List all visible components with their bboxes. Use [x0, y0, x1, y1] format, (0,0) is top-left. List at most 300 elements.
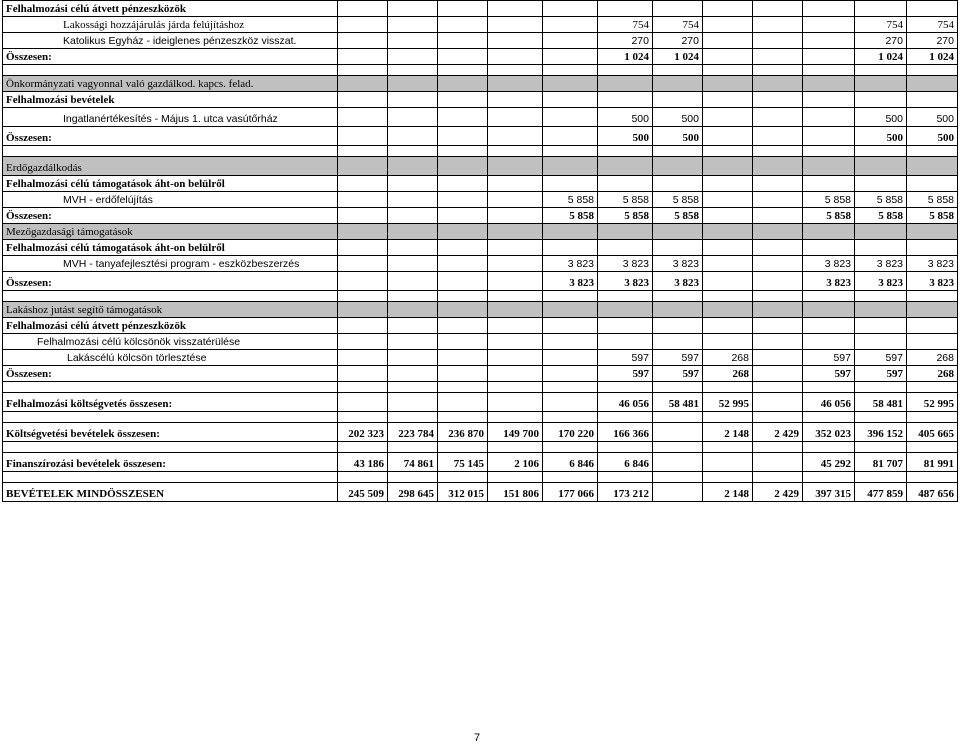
table-row [3, 76, 958, 92]
value-cell [338, 208, 388, 224]
value-cell [543, 127, 598, 146]
value-cell: 43 186 [338, 453, 388, 472]
value-cell [488, 256, 543, 272]
value-cell: 500 [653, 108, 703, 127]
value-cell [753, 272, 803, 291]
row-label: Összesen: [3, 272, 338, 291]
value-cell: 2 429 [753, 423, 803, 442]
value-cell [488, 442, 543, 453]
value-cell [338, 382, 388, 393]
table-row [3, 393, 958, 412]
value-cell: 2 106 [488, 453, 543, 472]
value-cell [388, 49, 438, 65]
value-cell [388, 291, 438, 302]
row-label: Erdőgazdálkodás [3, 157, 338, 176]
value-cell [803, 442, 855, 453]
value-cell: 397 315 [803, 483, 855, 502]
value-cell: 500 [907, 108, 958, 127]
table-row [3, 256, 958, 272]
value-cell: 597 [598, 366, 653, 382]
table-row [3, 453, 958, 472]
value-cell [543, 366, 598, 382]
value-cell: 52 995 [703, 393, 753, 412]
value-cell: 5 858 [543, 208, 598, 224]
value-cell [753, 176, 803, 192]
value-cell [338, 350, 388, 366]
value-cell [753, 33, 803, 49]
table-row [3, 224, 958, 240]
value-cell [907, 442, 958, 453]
value-cell [703, 334, 753, 350]
value-cell [653, 412, 703, 423]
value-cell [388, 33, 438, 49]
value-cell [855, 157, 907, 176]
value-cell [855, 291, 907, 302]
value-cell [753, 318, 803, 334]
value-cell [438, 393, 488, 412]
row-label: Költségvetési bevételek összesen: [3, 423, 338, 442]
value-cell [543, 176, 598, 192]
value-cell [653, 76, 703, 92]
row-label: Összesen: [3, 366, 338, 382]
value-cell [438, 442, 488, 453]
value-cell [907, 65, 958, 76]
value-cell [388, 272, 438, 291]
value-cell [803, 17, 855, 33]
value-cell: 500 [855, 127, 907, 146]
value-cell [753, 49, 803, 65]
value-cell [388, 412, 438, 423]
value-cell [803, 108, 855, 127]
value-cell: 597 [855, 366, 907, 382]
value-cell [753, 17, 803, 33]
value-cell [753, 382, 803, 393]
value-cell [338, 272, 388, 291]
value-cell [438, 65, 488, 76]
value-cell [703, 33, 753, 49]
value-cell [703, 92, 753, 108]
value-cell [598, 1, 653, 17]
value-cell [653, 65, 703, 76]
value-cell: 166 366 [598, 423, 653, 442]
value-cell: 268 [703, 350, 753, 366]
value-cell [653, 157, 703, 176]
value-cell [438, 157, 488, 176]
value-cell [438, 76, 488, 92]
value-cell [855, 92, 907, 108]
value-cell [703, 412, 753, 423]
value-cell [855, 334, 907, 350]
value-cell: 5 858 [598, 192, 653, 208]
value-cell [543, 240, 598, 256]
value-cell [907, 472, 958, 483]
value-cell [438, 256, 488, 272]
value-cell [653, 483, 703, 502]
value-cell: 3 823 [598, 272, 653, 291]
table-row [3, 127, 958, 146]
value-cell [388, 108, 438, 127]
value-cell: 45 292 [803, 453, 855, 472]
value-cell: 2 148 [703, 483, 753, 502]
value-cell [598, 65, 653, 76]
value-cell: 6 846 [543, 453, 598, 472]
value-cell [703, 17, 753, 33]
table-row [3, 208, 958, 224]
value-cell: 1 024 [855, 49, 907, 65]
value-cell: 270 [598, 33, 653, 49]
value-cell [438, 240, 488, 256]
value-cell [438, 350, 488, 366]
row-label: Felhalmozási bevételek [3, 92, 338, 108]
value-cell: 5 858 [907, 192, 958, 208]
value-cell [388, 146, 438, 157]
row-label: Összesen: [3, 49, 338, 65]
value-cell [438, 108, 488, 127]
value-cell [598, 442, 653, 453]
value-cell [488, 17, 543, 33]
value-cell [855, 412, 907, 423]
value-cell [855, 442, 907, 453]
value-cell: 74 861 [388, 453, 438, 472]
table-row [3, 17, 958, 33]
value-cell [543, 65, 598, 76]
value-cell [388, 127, 438, 146]
value-cell [543, 76, 598, 92]
value-cell [438, 334, 488, 350]
value-cell [653, 423, 703, 442]
value-cell: 3 823 [803, 272, 855, 291]
value-cell [438, 33, 488, 49]
value-cell [388, 382, 438, 393]
value-cell [543, 33, 598, 49]
value-cell [438, 272, 488, 291]
value-cell [543, 442, 598, 453]
value-cell [803, 33, 855, 49]
value-cell [753, 76, 803, 92]
table-row [3, 157, 958, 176]
value-cell: 268 [907, 350, 958, 366]
value-cell [907, 1, 958, 17]
value-cell [803, 240, 855, 256]
value-cell: 754 [907, 17, 958, 33]
value-cell [543, 472, 598, 483]
value-cell [598, 334, 653, 350]
value-cell [703, 382, 753, 393]
row-label [3, 412, 338, 423]
value-cell [907, 146, 958, 157]
value-cell [753, 192, 803, 208]
row-label [3, 382, 338, 393]
value-cell [907, 92, 958, 108]
value-cell [703, 472, 753, 483]
value-cell [388, 65, 438, 76]
value-cell [703, 192, 753, 208]
value-cell: 81 707 [855, 453, 907, 472]
value-cell [753, 453, 803, 472]
value-cell [488, 382, 543, 393]
value-cell [753, 127, 803, 146]
value-cell [753, 472, 803, 483]
row-label: Önkormányzati vagyonnal való gazdálkod. kapcs. felad. [3, 76, 338, 92]
value-cell [488, 272, 543, 291]
table-row [3, 33, 958, 49]
value-cell [703, 240, 753, 256]
value-cell [388, 224, 438, 240]
value-cell [438, 146, 488, 157]
value-cell [703, 208, 753, 224]
value-cell: 500 [598, 127, 653, 146]
value-cell [338, 49, 388, 65]
value-cell [438, 92, 488, 108]
value-cell [598, 76, 653, 92]
value-cell: 5 858 [653, 192, 703, 208]
value-cell [338, 412, 388, 423]
value-cell [907, 176, 958, 192]
value-cell [703, 318, 753, 334]
value-cell [488, 291, 543, 302]
value-cell [653, 291, 703, 302]
row-label: Felhalmozási célú átvett pénzeszközök [3, 1, 338, 17]
value-cell [388, 334, 438, 350]
value-cell [855, 318, 907, 334]
value-cell: 5 858 [803, 208, 855, 224]
table-body [3, 1, 958, 502]
table-row [3, 302, 958, 318]
value-cell [488, 146, 543, 157]
value-cell: 46 056 [803, 393, 855, 412]
table-row [3, 146, 958, 157]
value-cell: 597 [855, 350, 907, 366]
row-label [3, 65, 338, 76]
value-cell [703, 176, 753, 192]
value-cell [653, 1, 703, 17]
value-cell [488, 334, 543, 350]
value-cell [907, 412, 958, 423]
value-cell [803, 157, 855, 176]
value-cell [543, 157, 598, 176]
row-label [3, 146, 338, 157]
value-cell: 1 024 [653, 49, 703, 65]
table-row [3, 483, 958, 502]
value-cell [388, 318, 438, 334]
table-row [3, 176, 958, 192]
value-cell [703, 65, 753, 76]
value-cell [703, 302, 753, 318]
value-cell [855, 382, 907, 393]
value-cell [753, 108, 803, 127]
row-label [3, 472, 338, 483]
value-cell [907, 76, 958, 92]
value-cell [703, 49, 753, 65]
value-cell [803, 412, 855, 423]
value-cell [803, 146, 855, 157]
value-cell [388, 157, 438, 176]
value-cell [488, 412, 543, 423]
value-cell [855, 472, 907, 483]
value-cell [543, 224, 598, 240]
value-cell [703, 453, 753, 472]
value-cell: 149 700 [488, 423, 543, 442]
row-label: Felhalmozási célú támogatások áht-on belülről [3, 176, 338, 192]
value-cell [803, 49, 855, 65]
value-cell: 270 [653, 33, 703, 49]
value-cell: 352 023 [803, 423, 855, 442]
value-cell [907, 334, 958, 350]
value-cell: 2 429 [753, 483, 803, 502]
page-number: 7 [474, 732, 481, 744]
value-cell [598, 302, 653, 318]
value-cell [753, 1, 803, 17]
value-cell [338, 291, 388, 302]
value-cell [907, 302, 958, 318]
row-label: Finanszírozási bevételek összesen: [3, 453, 338, 472]
row-label: Lakáshoz jutást segítő támogatások [3, 302, 338, 318]
value-cell [703, 224, 753, 240]
value-cell [753, 224, 803, 240]
value-cell: 2 148 [703, 423, 753, 442]
value-cell [855, 76, 907, 92]
value-cell [438, 176, 488, 192]
row-label: Mezőgazdasági támogatások [3, 224, 338, 240]
value-cell [338, 224, 388, 240]
table-row [3, 291, 958, 302]
row-label: Lakáscélú kölcsön törlesztése [3, 350, 338, 366]
value-cell [488, 1, 543, 17]
value-cell [598, 146, 653, 157]
value-cell [753, 240, 803, 256]
value-cell [753, 302, 803, 318]
value-cell [388, 442, 438, 453]
value-cell: 151 806 [488, 483, 543, 502]
value-cell [543, 17, 598, 33]
value-cell: 81 991 [907, 453, 958, 472]
value-cell [543, 302, 598, 318]
value-cell [338, 157, 388, 176]
table-row [3, 272, 958, 291]
value-cell [703, 291, 753, 302]
value-cell [598, 472, 653, 483]
value-cell [338, 146, 388, 157]
value-cell: 487 656 [907, 483, 958, 502]
value-cell [488, 76, 543, 92]
value-cell [653, 453, 703, 472]
value-cell: 46 056 [598, 393, 653, 412]
value-cell: 3 823 [653, 272, 703, 291]
value-cell [388, 472, 438, 483]
value-cell [488, 350, 543, 366]
value-cell: 597 [653, 350, 703, 366]
value-cell [653, 224, 703, 240]
value-cell [753, 393, 803, 412]
value-cell: 3 823 [907, 272, 958, 291]
value-cell: 597 [803, 350, 855, 366]
value-cell [338, 33, 388, 49]
value-cell [338, 17, 388, 33]
value-cell [803, 65, 855, 76]
value-cell [543, 108, 598, 127]
value-cell [855, 176, 907, 192]
value-cell [388, 302, 438, 318]
row-label: Felhalmozási költségvetés összesen: [3, 393, 338, 412]
value-cell [653, 92, 703, 108]
value-cell [388, 92, 438, 108]
row-label: BEVÉTELEK MINDÖSSZESEN [3, 483, 338, 502]
value-cell [488, 92, 543, 108]
value-cell: 477 859 [855, 483, 907, 502]
value-cell [653, 240, 703, 256]
value-cell: 58 481 [855, 393, 907, 412]
value-cell [703, 76, 753, 92]
value-cell [338, 302, 388, 318]
value-cell [703, 272, 753, 291]
row-label: Összesen: [3, 127, 338, 146]
table-row [3, 412, 958, 423]
value-cell: 5 858 [653, 208, 703, 224]
value-cell [653, 146, 703, 157]
value-cell [488, 224, 543, 240]
value-cell [753, 92, 803, 108]
value-cell: 236 870 [438, 423, 488, 442]
value-cell [488, 240, 543, 256]
value-cell [338, 318, 388, 334]
value-cell [438, 192, 488, 208]
value-cell [803, 472, 855, 483]
value-cell [338, 108, 388, 127]
value-cell [855, 240, 907, 256]
value-cell [598, 382, 653, 393]
value-cell [703, 127, 753, 146]
value-cell [653, 302, 703, 318]
row-label: MVH - tanyafejlesztési program - eszközbeszerzés [3, 256, 338, 272]
value-cell [388, 256, 438, 272]
budget-table-sheet [2, 0, 957, 502]
value-cell [338, 92, 388, 108]
row-label: Ingatlanértékesítés - Május 1. utca vasútőrház [3, 108, 338, 127]
value-cell: 597 [803, 366, 855, 382]
value-cell [753, 256, 803, 272]
value-cell [388, 17, 438, 33]
value-cell [803, 224, 855, 240]
value-cell [488, 208, 543, 224]
value-cell: 3 823 [543, 272, 598, 291]
value-cell [753, 366, 803, 382]
value-cell: 405 665 [907, 423, 958, 442]
value-cell: 3 823 [598, 256, 653, 272]
value-cell [653, 382, 703, 393]
row-label: Felhalmozási célú támogatások áht-on belülről [3, 240, 338, 256]
value-cell [703, 442, 753, 453]
value-cell [338, 256, 388, 272]
value-cell: 170 220 [543, 423, 598, 442]
value-cell [855, 1, 907, 17]
value-cell: 1 024 [598, 49, 653, 65]
value-cell: 312 015 [438, 483, 488, 502]
value-cell [543, 49, 598, 65]
value-cell [338, 442, 388, 453]
value-cell [488, 49, 543, 65]
value-cell: 202 323 [338, 423, 388, 442]
value-cell: 597 [598, 350, 653, 366]
value-cell [338, 65, 388, 76]
value-cell [488, 318, 543, 334]
value-cell [438, 17, 488, 33]
value-cell: 5 858 [855, 208, 907, 224]
value-cell [753, 208, 803, 224]
value-cell [338, 393, 388, 412]
value-cell: 298 645 [388, 483, 438, 502]
value-cell: 270 [907, 33, 958, 49]
table-row [3, 1, 958, 17]
